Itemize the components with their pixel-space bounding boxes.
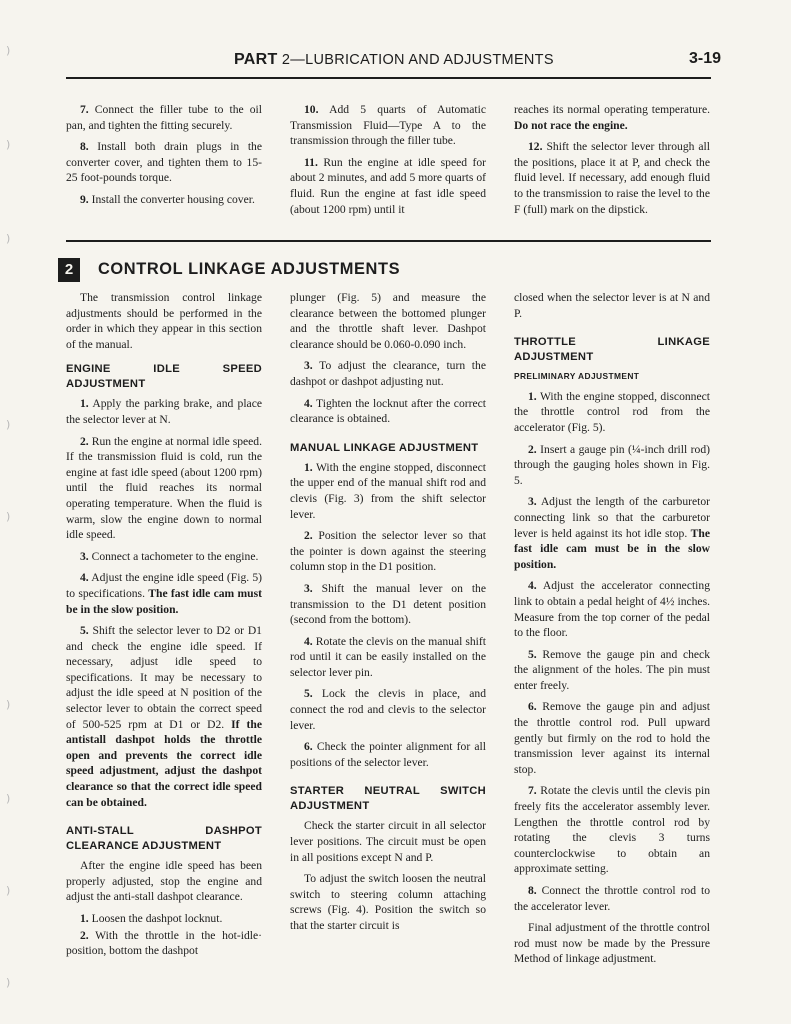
step: 3. Adjust the length of the carburetor connecting link so that the carburetor lever is held against its hot idle stop. The fast idle cam must be in the slow position. — [514, 495, 711, 571]
section-rule — [66, 240, 711, 242]
step: 5. Remove the gauge pin and check the alignment of the holes. The pin must enter freely. — [514, 647, 710, 692]
paragraph: To adjust the switch loosen the neutral switch to steering column attaching screws (Fig. 4). Position the switch so that the starter circuit is — [290, 872, 486, 932]
step: 11. Run the engine at idle speed for about 2 minutes, and add 5 more quarts of fluid. Run the engine at fast idle speed (about 1200 rpm) until it — [290, 155, 487, 216]
step: 6. Remove the gauge pin and adjust the throttle control rod. Pull upward gently but firmly on the rod to hold the transmission lever against its internal stop. — [514, 700, 710, 776]
step: 4. Tighten the locknut after the correct clearance is obtained. — [290, 396, 486, 426]
step: 10. Add 5 quarts of Automatic Transmission Fluid—Type A to the transmission through the filler tube. — [290, 103, 486, 148]
step: 1. Apply the parking brake, and place the selector lever at N. — [66, 397, 262, 426]
step: 9. Install the converter housing cover. — [80, 192, 255, 206]
top-column-2 — [290, 102, 486, 223]
page-number: 3-19 — [688, 50, 721, 67]
step: 2. With the throttle in the hot-idle· position, bottom the dashpot — [66, 928, 262, 958]
step-continuation: reaches its normal operating temperature. Do not race the engine. — [514, 103, 710, 132]
step: 3. Connect a tachometer to the engine. — [80, 549, 259, 563]
step: 2. Position the selector lever so that the pointer is down against the steering column stop in the D1 position. — [290, 529, 486, 574]
step: 12. Shift the selector lever through all the positions, place it at P, and check the fluid level. If necessary, add enough fluid to the transmission to raise the level to the F (full) mark on the dipstick. — [514, 140, 710, 216]
subheading-throttle-linkage: THROTTLE LINKAGE ADJUSTMENT — [514, 336, 710, 364]
top-column-3 — [514, 102, 710, 223]
step: 1. With the engine stopped, disconnect the throttle control rod from the accelerator (Fig. 5). — [514, 389, 710, 434]
paragraph-continuation: plunger (Fig. 5) and measure the clearance between the bottomed plunger and the throttle shaft lever. Dashpot clearance should be 0.060-0.090 inch. — [290, 291, 486, 351]
margin-mark: ) — [6, 138, 11, 151]
step: 3. Shift the manual lever on the transmission to the D1 detent position (second from the bottom). — [290, 581, 486, 627]
page-header — [66, 48, 721, 76]
step: 1. With the engine stopped, disconnect the upper end of the manual shift rod and clevis (Fig. 3) from the shift selector lever. — [290, 460, 486, 521]
step: 2. Run the engine at normal idle speed. If the transmission fluid is cold, run the engine at fast idle speed (about 1200 rpm) until the fluid reaches its normal operating temperature. When the fluid is warm, slow the engine down to normal idle speed. — [66, 434, 263, 542]
step: 7. Rotate the clevis until the clevis pin freely fits the accelerator assembly lever. Lengthen the throttle control rod by rotating the clevis 3 turns counterclockwise to obtain an approximate setting. — [514, 784, 711, 876]
step: 4. Rotate the clevis on the manual shift rod until it can be easily installed on the selector lever pin. — [290, 634, 486, 679]
step: 5. Lock the clevis in place, and connect the rod and clevis to the selector lever. — [290, 687, 486, 732]
column-3 — [514, 290, 710, 973]
step: 7. Connect the filler tube to the oil pan, and tighten the fitting securely. — [66, 103, 262, 132]
paragraph: Check the starter circuit in all selector lever positions. The circuit must be open in all positions except N and P. — [290, 819, 486, 864]
header-part-title: 2—LUBRICATION AND ADJUSTMENTS — [281, 52, 554, 68]
step: 4. Adjust the accelerator connecting link to obtain a pedal height of 4½ inches. Measure from the top corner of the pedal to the floor. — [514, 579, 710, 640]
step: 5. Shift the selector lever to D2 or D1 and check the engine idle speed. If necessary, adjust idle speed to specifications. It may be necessary to adjust the idle speed at N position of the selector lever to obtain the correct speed of 500-525 rpm at D1 or D2. If the antistall dashpot holds the throttle open and prevents the correct idle speed adjustment, adjust the dashpot clearance so that the correct idle speed can be obtained. — [66, 624, 262, 809]
step: 2. Insert a gauge pin (¼-inch drill rod) through the gauging holes shown in Fig. 5. — [514, 442, 710, 487]
step: 8. Connect the throttle control rod to the accelerator lever. — [514, 884, 710, 913]
subheading-preliminary: PRELIMINARY ADJUSTMENT — [514, 371, 640, 382]
step: 6. Check the pointer alignment for all positions of the selector lever. — [290, 740, 486, 769]
paragraph-continuation: closed when the selector lever is at N and P. — [514, 291, 710, 320]
margin-mark: ) — [6, 976, 11, 989]
margin-mark: ) — [6, 44, 11, 57]
column-1 — [66, 290, 262, 965]
margin-mark: ) — [6, 418, 11, 431]
step: 1. Loosen the dashpot locknut. — [80, 912, 223, 925]
margin-mark: ) — [6, 510, 11, 523]
intro-paragraph: The transmission control linkage adjustments should be performed in the order in which they appear in this section of the manual. — [66, 291, 262, 351]
step: 4. Adjust the engine idle speed (Fig. 5) to specifications. The fast idle cam must be in the slow position. — [66, 571, 262, 616]
paragraph: After the engine idle speed has been properly adjusted, stop the engine and adjust the anti-stall dashpot clearance. — [66, 859, 262, 904]
margin-mark: ) — [6, 792, 11, 805]
top-column-1 — [66, 102, 262, 214]
subheading-starter-neutral-switch: STARTER NEUTRAL SWITCH ADJUSTMENT — [290, 785, 486, 813]
header-title — [234, 51, 554, 69]
margin-mark: ) — [6, 884, 11, 897]
subheading-anti-stall: ANTI-STALL DASHPOT CLEARANCE ADJUSTMENT — [66, 825, 262, 853]
header-part: PART — [234, 51, 278, 68]
column-2 — [290, 290, 486, 940]
subheading-engine-idle-speed: ENGINE IDLE SPEED ADJUSTMENT — [66, 363, 262, 391]
section-title: CONTROL LINKAGE ADJUSTMENTS — [98, 260, 401, 278]
margin-mark: ) — [6, 232, 11, 245]
step: 3. To adjust the clearance, turn the dashpot or dashpot adjusting nut. — [290, 359, 486, 388]
paragraph: Final adjustment of the throttle control rod must now be made by the Pressure Method of linkage adjustment. — [514, 921, 710, 966]
margin-mark: ) — [6, 698, 11, 711]
subheading-manual-linkage: MANUAL LINKAGE ADJUSTMENT — [290, 441, 479, 454]
step: 8. Install both drain plugs in the converter cover, and tighten them to 15-25 foot-pounds torque. — [66, 140, 262, 185]
section-number-badge: 2 — [58, 258, 80, 282]
header-rule — [66, 77, 711, 79]
